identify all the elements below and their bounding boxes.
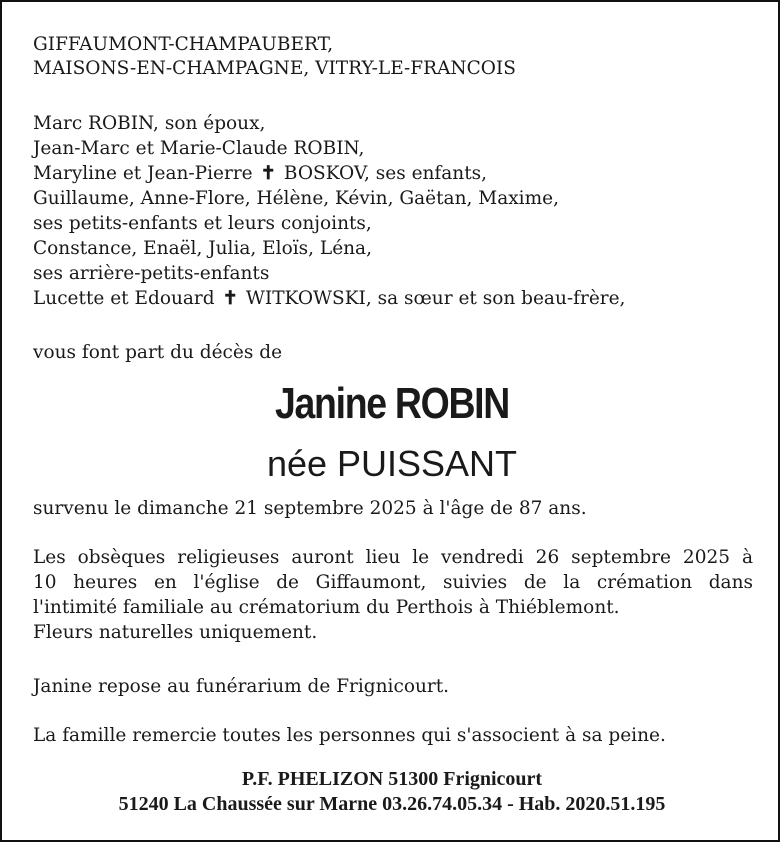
- family-line-grandchildren: Guillaume, Anne-Flore, Hélène, Kévin, Gaëtan, Maxime,: [33, 188, 559, 209]
- funeral-line-4: Fleurs naturelles uniquement.: [33, 622, 318, 643]
- family-line-daughter-text: Maryline et Jean-Pierre: [33, 163, 253, 184]
- funeral-line-2: 10 heures en l'église de Giffaumont, suivies de la crémation dans: [33, 572, 753, 593]
- repose-text: Janine repose au funérarium de Frignicourt.: [33, 676, 450, 697]
- header-locations-line-2: MAISONS-EN-CHAMPAGNE, VITRY-LE-FRANCOIS: [33, 58, 516, 79]
- funeral-home-name: P.F. PHELIZON 51300 Frignicourt: [241, 768, 543, 790]
- deceased-maiden-name: née PUISSANT: [266, 443, 518, 484]
- family-line-grandchildren-label: ses petits-enfants et leurs conjoints,: [33, 213, 372, 234]
- funeral-home-contact: 51240 La Chaussée sur Marne 03.26.74.05.34 - Hab. 2020.51.195: [118, 793, 666, 815]
- header-locations-line-1: GIFFAUMONT-CHAMPAUBERT,: [33, 34, 334, 55]
- funeral-line-1: Les obsèques religieuses auront lieu le vendredi 26 septembre 2025 à: [33, 547, 753, 568]
- family-line-sister: [33, 287, 625, 311]
- family-line-daughter: [33, 162, 487, 186]
- family-line-sister-text-end: WITKOWSKI, sa sœur et son beau-frère,: [245, 288, 626, 309]
- announcement-text: vous font part du décès de: [33, 342, 283, 363]
- family-line-sister-text: Lucette et Edouard: [33, 288, 215, 309]
- cross-icon: ✝: [260, 163, 277, 184]
- death-info-text: survenu le dimanche 21 septembre 2025 à l'âge de 87 ans.: [33, 498, 587, 519]
- cross-icon: ✝: [222, 288, 238, 309]
- funeral-line-3: l'intimité familiale au crématorium du Perthois à Thiéblemont.: [33, 597, 620, 618]
- family-line-daughter-text-end: BOSKOV, ses enfants,: [283, 163, 488, 184]
- thanks-text: La famille remercie toutes les personnes qui s'associent à sa peine.: [33, 725, 666, 746]
- family-line-son: Jean-Marc et Marie-Claude ROBIN,: [33, 138, 365, 159]
- family-line-great-grandchildren: Constance, Enaël, Julia, Eloïs, Léna,: [33, 238, 372, 259]
- family-line-spouse: Marc ROBIN, son époux,: [33, 113, 266, 134]
- family-line-great-grandchildren-label: ses arrière-petits-enfants: [33, 263, 270, 284]
- deceased-name: Janine ROBIN: [274, 379, 510, 428]
